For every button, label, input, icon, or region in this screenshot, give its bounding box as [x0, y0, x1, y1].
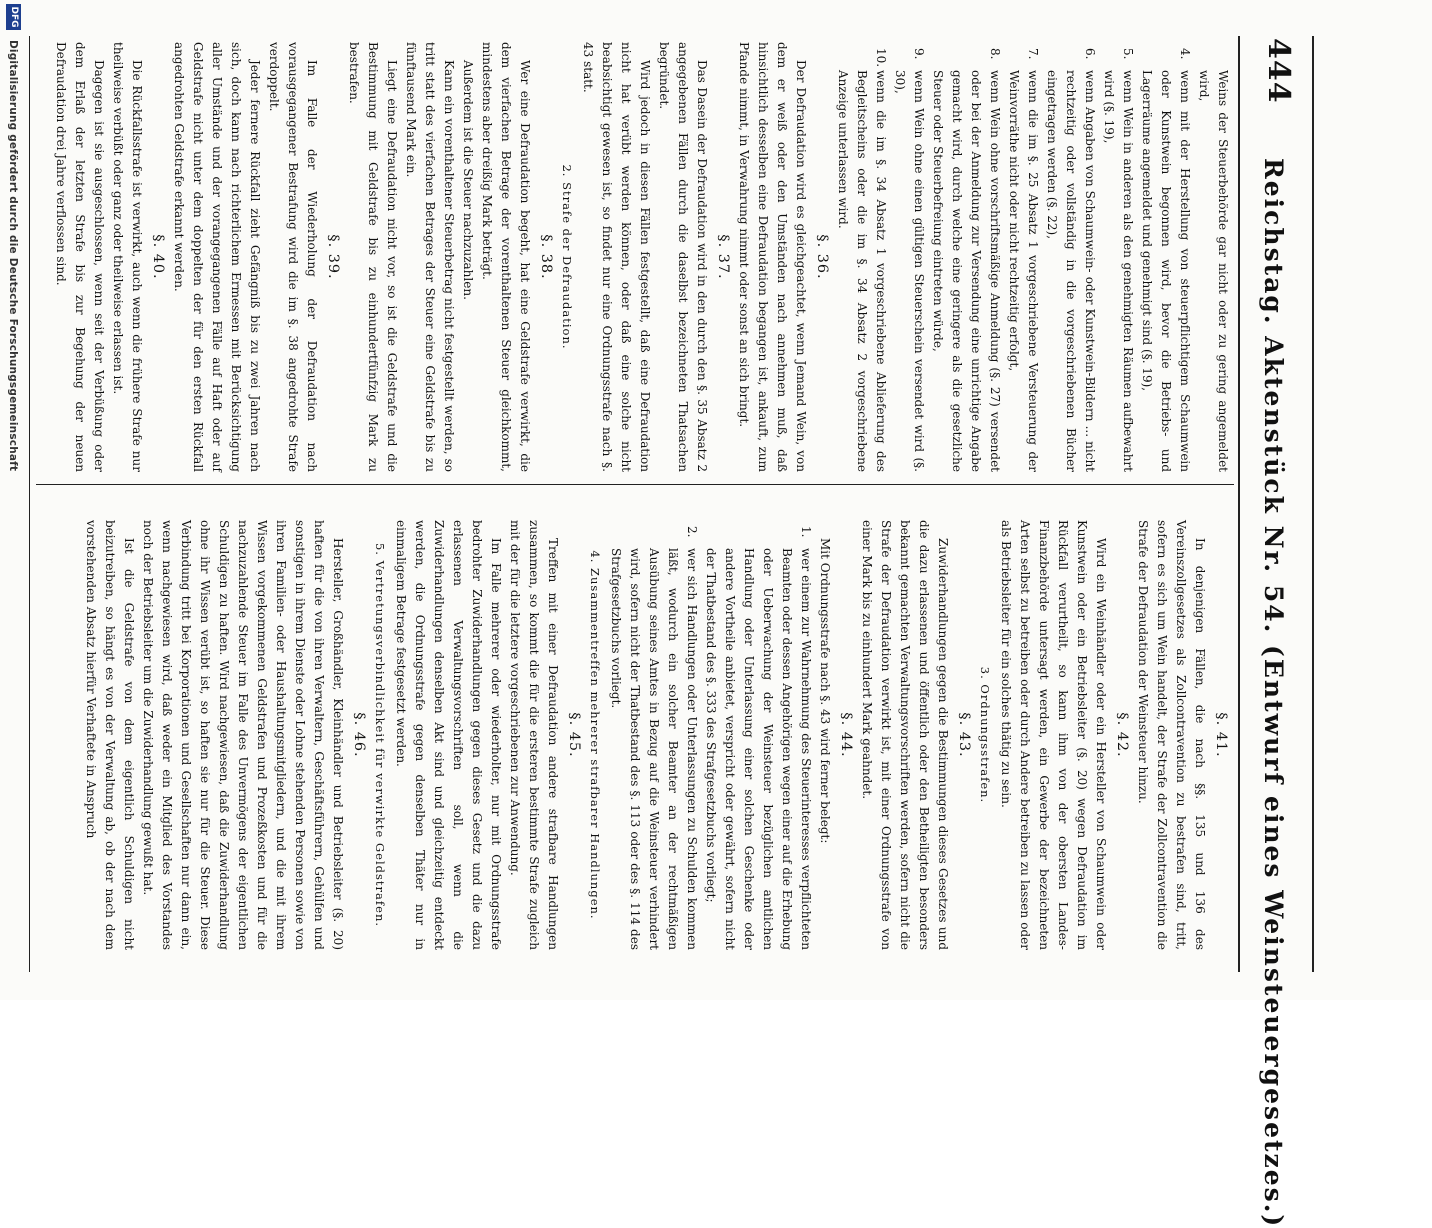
item-text: wenn mit der Herstellung von steuerpflichtigem Schaumwein oder Kunstwein begonnen wird, bevor die Betriebs- und Lagerräume angemeldet und genehmigt sind (§. 19), [1140, 70, 1192, 472]
subsection-heading: 2. Strafe der Defraudation. [560, 164, 574, 350]
dfg-logo-icon: DFG [6, 4, 21, 30]
subsection-heading: 5. Vertretungsverbindlichkeit für verwirkte Geldstrafen. [373, 542, 387, 928]
paragraph: Im Falle der Wiederholung der Defraudation nach vorausgegangener Bestrafung wird die im §. 38 angedrohte Strafe verdoppelt. [267, 42, 319, 472]
paragraph: Ist die Geldstrafe von dem eigentlich Schuldigen nicht beizutreiben, so hängt es von der Verwaltung ab, ob der nach dem vorstehenden Absatz hierfür Verhaftete in Anspruch [84, 520, 136, 950]
paragraph: In denjenigen Fällen, die nach §§. 135 und 136 des Vereinszollgesetzes als Zollcontravention zu bestrafen sind, tritt, sofern es sich um Wein handelt, der Strafe der Zollcontravention die Strafe der Defraudation der Weinsteuer hinzu. [1136, 520, 1207, 950]
running-title: Reichstag. Aktenstück Nr. 54. (Entwurf eines Weinsteuergesetzes.) [1259, 158, 1288, 1228]
paragraph: Mit Ordnungsstrafe nach §. 43 wird ferner belegt: [818, 538, 832, 844]
numbered-item [890, 42, 928, 472]
item-text: wenn Wein in anderen als den genehmigten Räumen aufbewahrt wird (§. 19), [1102, 70, 1135, 472]
page-bottom-rule [29, 36, 30, 972]
item-number: 1. [799, 526, 813, 538]
section-heading: §. 41. [1213, 712, 1229, 758]
item-number: 8. [988, 48, 1002, 60]
paragraph: Treffen mit einer Defraudation andere strafbare Handlungen zusammen, so kommt die für die ersteren bestimmte Strafe zugleich mit der für die letztere vorgeschriebenen zur Anwendung. [508, 520, 560, 950]
left-column [51, 42, 1232, 472]
numbered-item [1194, 42, 1232, 472]
section-heading: §. 38. [538, 234, 554, 280]
item-number: 6. [1083, 48, 1097, 60]
page-header [1242, 38, 1302, 1228]
item-number: 2. [685, 526, 699, 538]
numbered-item [1099, 42, 1137, 472]
paragraph: Im Falle mehrerer oder wiederholter, nur mit Ordnungsstrafe bedrohter Zuwiderhandlungen gegen dieses Gesetz und die dazu erlassenen Verwaltungsvorschriften soll, wenn die Zuwiderhandlungen denselben Akt sind und gleichzeitig entdeckt werden, die Ordnungsstrafe gegen denselben Thäter nur in einmaligem Betrage festgesetzt werden. [394, 520, 503, 950]
section-heading: §. 36. [814, 234, 830, 280]
numbered-item [1004, 42, 1042, 472]
credit-text: Digitalisierung gefördert durch die Deutsche Forschungsgemeinschaft [7, 40, 19, 472]
paragraph: Das Dasein der Defraudation wird in den durch den §. 35 Absatz 2 angegebenen Fällen durch die daselbst bezeichneten Thatsachen begründet. [657, 42, 709, 472]
paragraph: Die Rückfallsstrafe ist verwirkt, auch wenn die frühere Strafe nur theilweise verbüßt oder ganz oder theilweise erlassen ist. [111, 42, 144, 472]
item-number: 7. [1026, 48, 1040, 60]
paragraph: Liegt eine Defraudation nicht vor, so ist die Geldstrafe und die Bestimmung mit Geldstrafe bis zu einhundertfünfzig Mark zu bestrafen. [347, 42, 399, 472]
paragraph: Wer eine Defraudation begeht, hat eine Geldstrafe verwirkt, die dem vierfachen Betrage der vorenthaltenen Steuer gleichkommt, mindestens aber dreißig Mark beträgt. [480, 42, 532, 472]
numbered-item [1137, 42, 1194, 472]
page-number: 444 [1261, 38, 1296, 104]
item-text: wer einem zur Wahrnehmung des Steuerinteresses verpflichteten Beamten oder dessen Angehörigen wegen einer auf die Erhebung oder Ueberwachung der Weinsteuer bezüglichen amtlichen Handlung oder Unterlassung einer solchen Geschenke oder andere Vortheile anbietet, verspricht oder gewährt, sofern nicht der Thatbestand des §. 333 des Strafgesetzbuchs vorliegt; [704, 548, 813, 950]
subsection-heading: 4. Zusammentreffen mehrerer strafbarer Handlungen. [588, 550, 602, 920]
paragraph: Außerdem ist die Steuer nachzuzahlen. [461, 60, 475, 300]
header-rule [1238, 36, 1240, 972]
paragraph: Wird ein Weinhändler oder ein Hersteller von Schaumwein oder Kunstwein oder ein Betriebsleiter (§. 20) wegen Defraudation im Rückfall verurtheilt, so kann ihm von der obersten Landes-Finanzbehörde untersagt werden, ein Gewerbe der bezeichneten Arten selbst zu betreiben oder durch Andere betreiben zu lassen oder als Betriebsleiter für ein solches thätig zu sein. [999, 520, 1108, 950]
item-text: wenn die im §. 25 Absatz 1 vorgeschriebene Versteuerung der Weinvorräthe nicht oder nicht rechtzeitig erfolgt, [1007, 70, 1040, 472]
item-text: Weins der Steuerbehörde gar nicht oder zu gering angemeldet wird, [1197, 70, 1230, 472]
item-number: 9. [912, 48, 926, 60]
item-number: 4. [1178, 48, 1192, 60]
section-heading: §. 42. [1114, 712, 1130, 758]
paragraph: Dagegen ist sie ausgeschlossen, wenn seit der Verbüßung oder dem Erlaß der letzten Strafe bis zur Begehung der neuen Defraudation drei Jahre verflossen sind. [54, 42, 106, 472]
paragraph: Hersteller, Großhändler, Kleinhändler und Betriebsleiter (§. 20) haften für die von ihren Verwaltern, Geschäftsführern, Gehülfen und sonstigen in ihrem Dienste oder Lohne stehenden Personen sowie von ihren Familien- oder Haushaltungsmitgliedern, und die mit ihrem Wissen vorgekommenen Geldstrafen und Prozeßkosten und für die nachzuzahlende Steuer im Falle des Unvermögens der eigentlichen Schuldigen zu haften. Wird nachgewiesen, daß die Zuwiderhandlung ohne ihr Wissen verübt ist, so haften sie nur für die Steuer. Diese Verbindung tritt bei Korporationen und Gesellschaften nur dann ein, wenn nachgewiesen wird, daß weder ein Mitglied des Vorstandes noch der Betriebsleiter um die Zuwiderhandlung gewußt hat. [141, 520, 345, 950]
right-column [81, 520, 1232, 950]
numbered-item [833, 42, 890, 472]
section-heading: §. 39. [325, 234, 341, 280]
numbered-item [928, 42, 1004, 472]
section-heading: §. 46. [351, 712, 367, 758]
paragraph: Kann ein vorenthaltener Steuerbetrag nicht festgestellt werden, so tritt statt des vierfachen Betrages der Steuer eine Geldstrafe bis zu fünftausend Mark ein. [404, 42, 456, 472]
item-text: wenn die im §. 34 Absatz 1 vorgeschriebene Ablieferung des Begleitscheins oder die im §. 34 Absatz 2 vorgeschriebene Anzeige unterlassen wird. [836, 70, 888, 472]
subsection-heading: 3. Ordnungsstrafen. [978, 666, 992, 804]
paragraph: Zuwiderhandlungen gegen die Bestimmungen dieses Gesetzes und die dazu erlassenen und öffentlich oder den Betheiligten besonders bekannt gemachten Verwaltungsvorschriften werden, sofern nicht die Strafe der Defraudation verwirkt ist, mit einer Ordnungsstrafe von einer Mark bis zu einhundert Mark geahndet. [860, 520, 950, 950]
section-heading: §. 40. [150, 234, 166, 280]
section-heading: §. 44. [838, 712, 854, 758]
item-number: 5. [1121, 48, 1135, 60]
item-text: wenn Wein ohne vorschriftsmäßige Anmeldung (§. 27) versendet oder bei der Anmeldung zur Versendung eine unrichtige Angabe gemacht wird, durch welche eine geringere als die gesetzliche Steuer oder Steuerbefreiung eintreten würde, [931, 70, 1002, 472]
numbered-item [701, 520, 815, 950]
page-top-rule [1312, 36, 1314, 972]
numbered-item [606, 520, 701, 950]
column-divider [36, 484, 1234, 485]
paragraph: Jeder fernere Rückfall zieht Gefängniß bis zu zwei Jahren nach sich, doch kann nach richterlichem Ermessen mit Berücksichtigung aller Umstände und der vorangegangenen Fälle auf Haft oder auf Geldstrafe nicht unter dem doppelten der für den ersten Rückfall angedrohten Geldstrafe erkannt werden. [172, 42, 262, 472]
paragraph: Der Defraudation wird es gleichgeachtet, wenn Jemand Wein, von dem er weiß oder den Umständen nach annehmen muß, daß hinsichtlich desselben eine Defraudation begangen ist, ankauft, zum Pfande nimmt, in Verwahrung nimmt oder sonst an sich bringt. [737, 42, 808, 472]
paragraph: Wird jedoch in diesen Fällen festgestellt, daß eine Defraudation nicht hat verübt werden können, oder daß eine solche nicht beabsichtigt gewesen ist, so findet nur eine Ordnungsstrafe nach §. 43 statt. [581, 42, 652, 472]
section-heading: §. 45. [566, 712, 582, 758]
digitization-credit [0, 0, 24, 1000]
item-text: wenn Wein ohne einen gültigen Steuerschein versendet wird (§. 30), [893, 70, 926, 472]
section-heading: §. 43. [956, 712, 972, 758]
item-number: 10. [874, 48, 888, 68]
item-text: wer sich Handlungen oder Unterlassungen zu Schulden kommen läßt, wodurch ein solcher Beamter an der rechtmäßigen Ausübung seines Amtes in Bezug auf die Weinsteuer verhindert wird, sofern nicht der Thatbestand des §. 113 oder des §. 114 des Strafgesetzbuchs vorliegt. [609, 548, 699, 950]
section-heading: §. 37. [715, 234, 731, 280]
numbered-item [1042, 42, 1099, 472]
item-text: wenn Angaben von Schaumwein- oder Kunstwein-Bildern ... nicht rechtzeitig oder vollständig in die vorgeschriebenen Bücher eingetragen werden (§. 22), [1045, 70, 1097, 472]
